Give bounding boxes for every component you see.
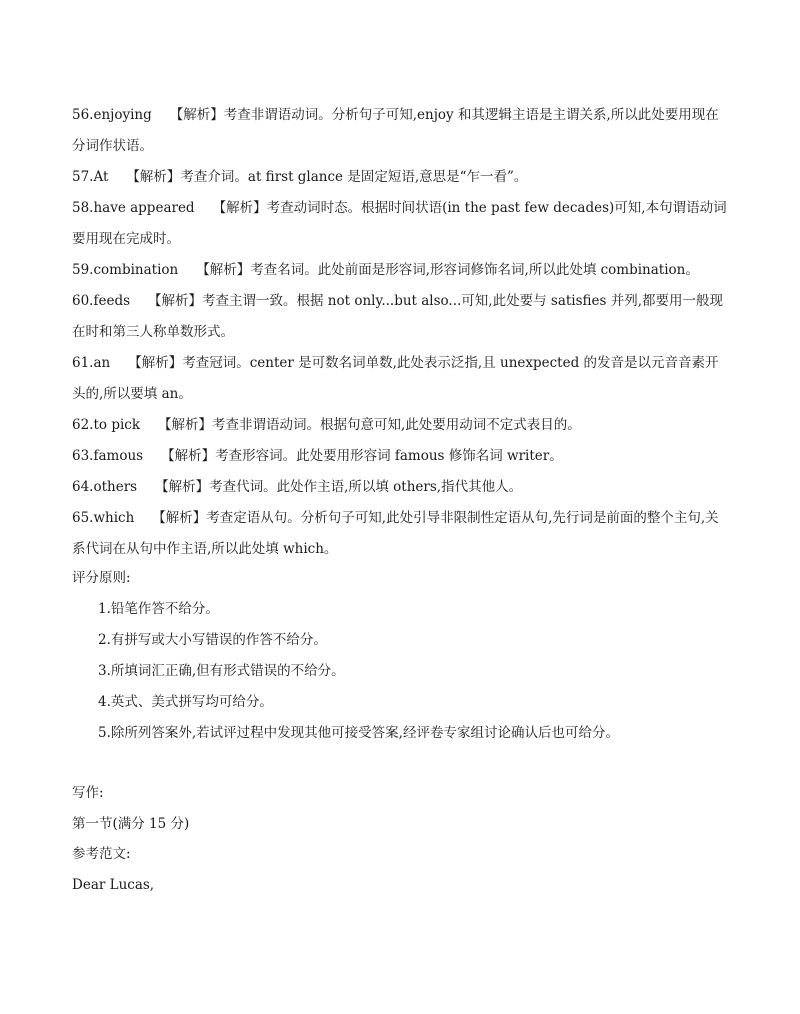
scoring-rule: 1.铅笔作答不给分。 bbox=[98, 601, 219, 617]
analysis-tag: 【解析】 bbox=[161, 448, 216, 464]
answer-number: 63.famous bbox=[72, 448, 144, 464]
analysis-tag: 【解析】 bbox=[128, 355, 183, 371]
answer-61 bbox=[72, 348, 732, 410]
analysis-tag: 【解析】 bbox=[212, 200, 267, 216]
scoring-rules-title: 评分原则: bbox=[72, 570, 131, 586]
analysis-text: 考查主谓一致。根据 not only...but also...可知,此处要与 satisfies 并列,都要用一般现在时和第三人称单数形式。 bbox=[72, 293, 724, 340]
scoring-rules-list bbox=[98, 594, 738, 749]
analysis-text: 考查动词时态。根据时间状语(in the past few decades)可知,本句谓语动词要用现在完成时。 bbox=[72, 200, 727, 247]
scoring-rule: 5.除所列答案外,若试评过程中发现其他可接受答案,经评卷专家组讨论确认后也可给分。 bbox=[98, 725, 619, 741]
analysis-text: 考查介词。at first glance 是固定短语,意思是“乍一看”。 bbox=[180, 169, 528, 185]
analysis-text: 考查名词。此处前面是形容词,形容词修饰名词,所以此处填 combination。 bbox=[250, 262, 699, 278]
scoring-rule: 3.所填词汇正确,但有形式错误的不给分。 bbox=[98, 663, 345, 679]
scoring-rule: 2.有拼写或大小写错误的作答不给分。 bbox=[98, 632, 327, 648]
answer-number: 57.At bbox=[72, 169, 109, 185]
answer-number: 59.combination bbox=[72, 262, 179, 278]
answer-58 bbox=[72, 193, 732, 255]
answer-62 bbox=[72, 410, 732, 441]
answer-64 bbox=[72, 472, 732, 503]
analysis-tag: 【解析】 bbox=[126, 169, 181, 185]
analysis-tag: 【解析】 bbox=[169, 107, 224, 123]
answer-number: 62.to pick bbox=[72, 417, 141, 433]
analysis-text: 考查定语从句。分析句子可知,此处引导非限制性定语从句,先行词是前面的整个主句,关系代词在从句中作主语,所以此处填 which。 bbox=[72, 510, 719, 557]
analysis-tag: 【解析】 bbox=[158, 417, 213, 433]
answer-65 bbox=[72, 503, 732, 565]
analysis-tag: 【解析】 bbox=[152, 510, 207, 526]
answer-number: 65.which bbox=[72, 510, 135, 526]
analysis-tag: 【解析】 bbox=[155, 479, 210, 495]
analysis-text: 考查形容词。此处要用形容词 famous 修饰名词 writer。 bbox=[215, 448, 563, 464]
analysis-tag: 【解析】 bbox=[196, 262, 251, 278]
answer-number: 61.an bbox=[72, 355, 111, 371]
writing-heading: 写作: bbox=[72, 785, 104, 801]
answer-59 bbox=[72, 255, 732, 286]
writing-section-title: 第一节(满分 15 分) bbox=[72, 815, 190, 832]
answer-number: 64.others bbox=[72, 479, 138, 495]
letter-salutation: Dear Lucas, bbox=[72, 876, 155, 893]
answer-60 bbox=[72, 286, 732, 348]
answer-57 bbox=[72, 162, 732, 193]
writing-section bbox=[72, 778, 189, 900]
answer-number: 56.enjoying bbox=[72, 107, 152, 123]
analysis-text: 考查非谓语动词。分析句子可知,enjoy 和其逻辑主语是主谓关系,所以此处要用现在分词作状语。 bbox=[72, 107, 719, 154]
analysis-tag: 【解析】 bbox=[148, 293, 203, 309]
analysis-text: 考查代词。此处作主语,所以填 others,指代其他人。 bbox=[209, 479, 523, 495]
answer-number: 60.feeds bbox=[72, 293, 131, 309]
analysis-text: 考查冠词。center 是可数名词单数,此处表示泛指,且 unexpected 的发音是以元音音素开头的,所以要填 an。 bbox=[72, 355, 719, 402]
scoring-rule: 4.英式、美式拼写均可给分。 bbox=[98, 694, 273, 710]
answer-number: 58.have appeared bbox=[72, 200, 195, 216]
answer-63 bbox=[72, 441, 732, 472]
sample-essay-label: 参考范文: bbox=[72, 846, 131, 862]
answer-list bbox=[72, 100, 732, 565]
answer-56 bbox=[72, 100, 732, 162]
analysis-text: 考查非谓语动词。根据句意可知,此处要用动词不定式表目的。 bbox=[212, 417, 581, 433]
